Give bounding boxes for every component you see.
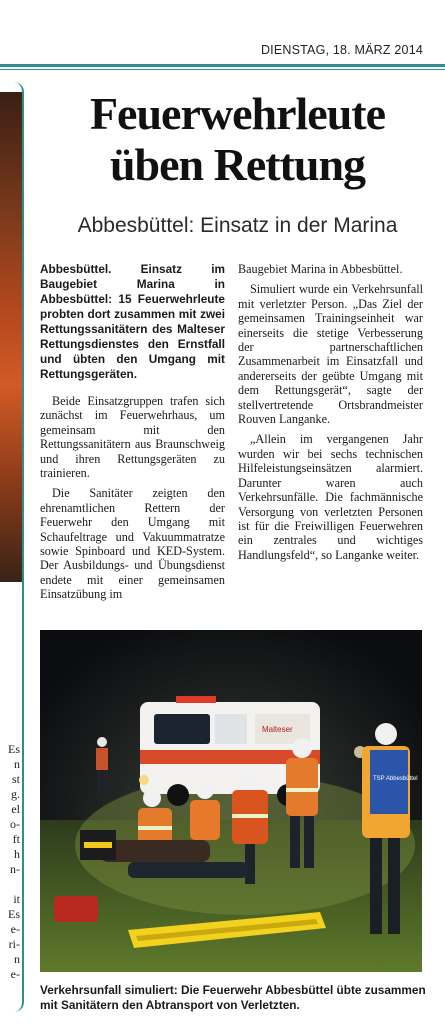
adjacent-text-fragment: Es xyxy=(8,742,20,756)
body-paragraph: „Allein im vergangenen Jahr wurden wir bei sechs technischen Hilfeleistungseinsätzen alarmiert. Darunter waren auch Verkehrsunfälle. Die fachmännische Versorgung von verletzten Personen ist für die Freiwilligen Feuerwehren ein zentrales und wichtiges Handlungsfeld“, so Langanke weiter. xyxy=(238,432,423,562)
subheadline: Abbesbüttel: Einsatz in der Marina xyxy=(77,214,398,237)
body-paragraph: Beide Einsatzgruppen trafen sich zunächst im Feuerwehrhaus, um gemeinsam mit den Rettungssanitätern aus Braunschweig und ihren Rettungsgeräten zu trainieren. xyxy=(40,394,225,481)
adjacent-article-column xyxy=(0,82,24,1012)
adjacent-article-photo xyxy=(0,92,24,582)
adjacent-text-fragment: Es xyxy=(8,907,20,921)
rescue-exercise-photo xyxy=(40,630,422,972)
lead-paragraph: Abbesbüttel. Einsatz im Baugebiet Marina in Abbesbüttel: 15 Feuerwehrleute probten dort zusammen mit zwei Rettungssanitätern des Malteser Rettungsdienstes den Ernstfall und übten den Umgang mit Rettungsgeräten. xyxy=(40,262,225,381)
adjacent-text-fragment xyxy=(0,877,20,892)
article-photo xyxy=(40,630,422,972)
body-paragraph: Simuliert wurde ein Verkehrsunfall mit verletzter Person. „Das Ziel der gemeinsamen Trainingseinheit war einerseits die stetige Verbesserung der partnerschaftlichen Zusammenarbeit im Einsatzfall und andererseits der geübte Umgang mit dem Rettungsgerät“, sagte der stellvertretende Ortsbrandmeister Rouven Langanke. xyxy=(238,282,423,427)
header-rule-thin xyxy=(0,69,445,70)
adjacent-text-fragment: n xyxy=(14,952,20,966)
article-column-2 xyxy=(238,262,423,568)
adjacent-text-fragment: ri- xyxy=(8,937,20,951)
body-paragraph: Die Sanitäter zeigten den ehrenamtlichen Rettern der Feuerwehr den Umgang mit Schaufeltrage und Vakuummatratze sowie Spinboard und KED-System. Der Ausbildungs- und Übungsdienst endete mit einer gemeinsamen Einsatzübung im xyxy=(40,486,225,602)
adjacent-text-fragment: st xyxy=(11,772,20,786)
adjacent-text-fragment: el xyxy=(11,802,20,816)
article-column-1 xyxy=(40,262,225,608)
vest-label: TSP Abbesbüttel xyxy=(373,776,418,782)
adjacent-text-fragment: e- xyxy=(10,967,20,981)
adjacent-text-fragment: o- xyxy=(10,817,20,831)
adjacent-text-fragment: h xyxy=(14,847,20,861)
ambulance-label: Malteser xyxy=(262,725,293,734)
adjacent-text-fragment: it xyxy=(13,892,20,906)
adjacent-text-fragment: n- xyxy=(10,862,20,876)
adjacent-article-text xyxy=(0,742,20,982)
headline xyxy=(40,88,435,190)
adjacent-text-fragment: ft xyxy=(12,832,20,846)
body-paragraph-continuation: Baugebiet Marina in Abbesbüttel. xyxy=(238,262,403,276)
red-bag xyxy=(54,896,98,922)
headline-line-2: üben Rettung xyxy=(109,139,366,190)
headline-line-1: Feuerwehrleute xyxy=(89,88,386,139)
adjacent-text-fragment: e- xyxy=(10,922,20,936)
header-rule-thick xyxy=(0,64,445,67)
date-line: DIENSTAG, 18. MÄRZ 2014 xyxy=(260,43,423,57)
adjacent-text-fragment: n xyxy=(14,757,20,771)
adjacent-text-fragment: g. xyxy=(11,787,20,801)
photo-caption: Verkehrsunfall simuliert: Die Feuerwehr Abbesbüttel übte zusammen mit Sanitätern den Abtransport von Verletzten. xyxy=(40,983,426,1012)
